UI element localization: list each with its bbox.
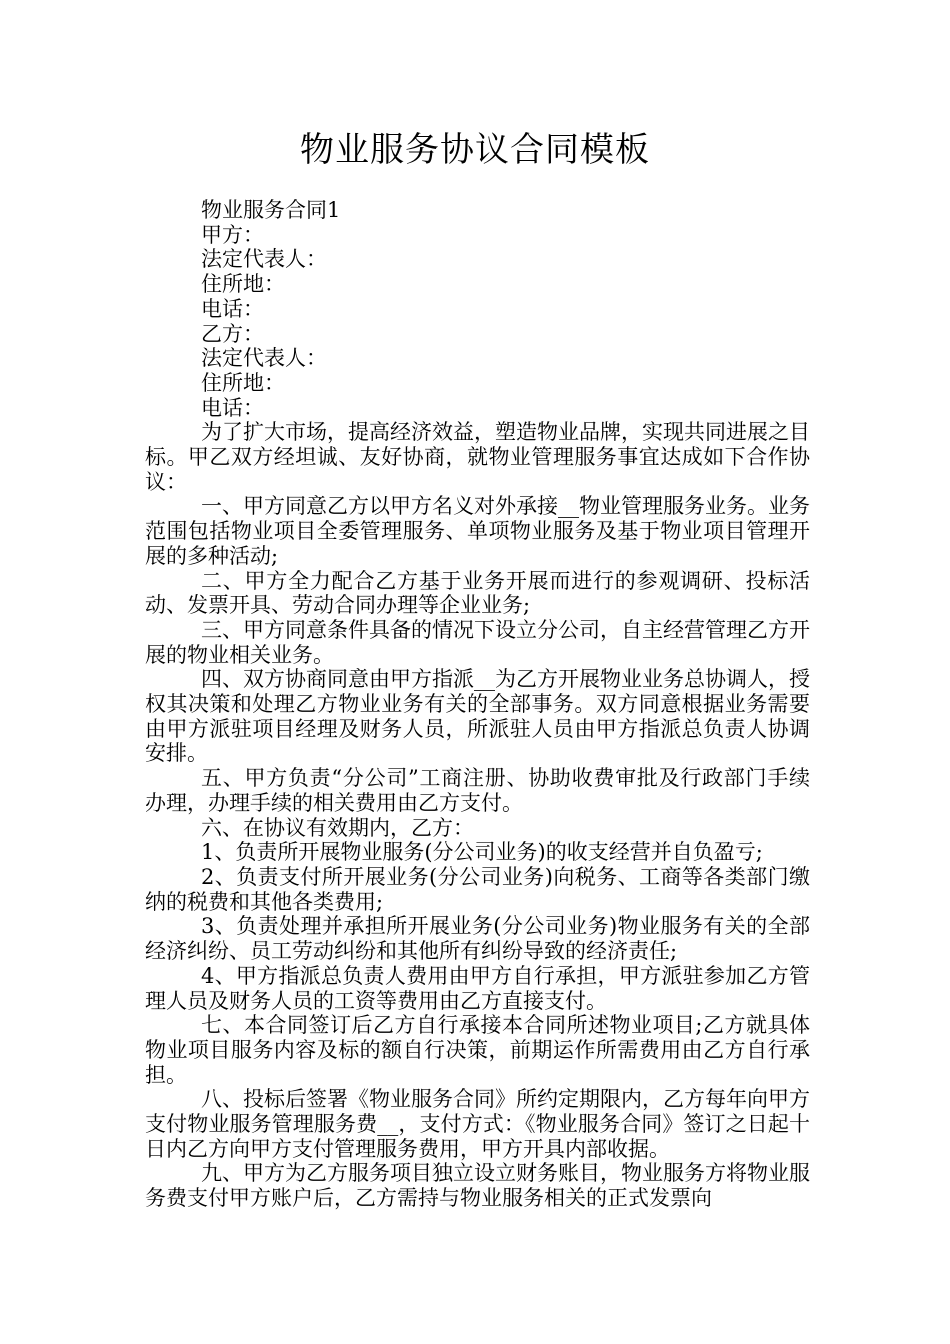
document-title: 物业服务协议合同模板 bbox=[300, 130, 650, 170]
party-b-phone-label: 电话： bbox=[201, 395, 264, 420]
document-body bbox=[145, 198, 810, 1211]
party-b-address-label: 住所地： bbox=[201, 370, 285, 395]
paragraph-clause-1: 一、甲方同意乙方以甲方名义对外承接__物业管理服务业务。业务范围包括物业项目全委管理服务、单项物业服务及基于物业项目管理开展的多种活动; bbox=[145, 494, 810, 568]
party-a-address-label: 住所地： bbox=[201, 272, 285, 297]
contract-subtitle: 物业服务合同1 bbox=[201, 198, 341, 222]
paragraph-clause-7: 七、本合同签订后乙方自行承接本合同所述物业项目;乙方就具体物业项目服务内容及标的额自行决策，前期运作所需费用由乙方自行承担。 bbox=[145, 1013, 810, 1087]
paragraph-clause-9: 九、甲方为乙方服务项目独立设立财务账目，物业服务方将物业服务费支付甲方账户后，乙方需持与物业服务相关的正式发票向 bbox=[145, 1161, 810, 1211]
party-a-name-label: 甲方： bbox=[201, 222, 264, 247]
party-b-rep-label: 法定代表人： bbox=[201, 346, 327, 371]
paragraph-clause-6: 六、在协议有效期内，乙方： bbox=[201, 815, 474, 840]
paragraph-clause-6-item-4: 4、甲方指派总负责人费用由甲方自行承担，甲方派驻参加乙方管理人员及财务人员的工资等费用由乙方直接支付。 bbox=[145, 963, 810, 1013]
paragraph-clause-3: 三、甲方同意条件具备的情况下设立分公司，自主经营管理乙方开展的物业相关业务。 bbox=[145, 617, 810, 667]
paragraph-preamble: 为了扩大市场，提高经济效益，塑造物业品牌，实现共同进展之目标。甲乙双方经坦诚、友好协商，就物业管理服务事宜达成如下合作协议： bbox=[145, 420, 810, 494]
paragraph-clause-8: 八、投标后签署《物业服务合同》所约定期限内，乙方每年向甲方支付物业服务管理服务费__，支付方式：《物业服务合同》签订之日起十日内乙方向甲方支付管理服务费用，甲方开具内部收据。 bbox=[145, 1087, 810, 1161]
party-b-name-label: 乙方： bbox=[201, 321, 264, 346]
party-a-phone-label: 电话： bbox=[201, 296, 264, 321]
paragraph-clause-6-item-1: 1、负责所开展物业服务(分公司业务)的收支经营并自负盈亏; bbox=[201, 840, 763, 865]
party-a-rep-label: 法定代表人： bbox=[201, 247, 327, 272]
paragraph-clause-4: 四、双方协商同意由甲方指派__为乙方开展物业业务总协调人，授权其决策和处理乙方物业业务有关的全部事务。双方同意根据业务需要由甲方派驻项目经理及财务人员，所派驻人员由甲方指派总负责人协调安排。 bbox=[145, 667, 810, 766]
paragraph-clause-2: 二、甲方全力配合乙方基于业务开展而进行的参观调研、投标活动、发票开具、劳动合同办理等企业业务; bbox=[145, 568, 810, 618]
paragraph-clause-5: 五、甲方负责“分公司”工商注册、协助收费审批及行政部门手续办理，办理手续的相关费用由乙方支付。 bbox=[145, 766, 810, 815]
paragraph-clause-6-item-3: 3、负责处理并承担所开展业务(分公司业务)物业服务有关的全部经济纠纷、员工劳动纠纷和其他所有纠纷导致的经济责任; bbox=[145, 914, 810, 964]
paragraph-clause-6-item-2: 2、负责支付所开展业务(分公司业务)向税务、工商等各类部门缴纳的税费和其他各类费用; bbox=[145, 864, 810, 914]
